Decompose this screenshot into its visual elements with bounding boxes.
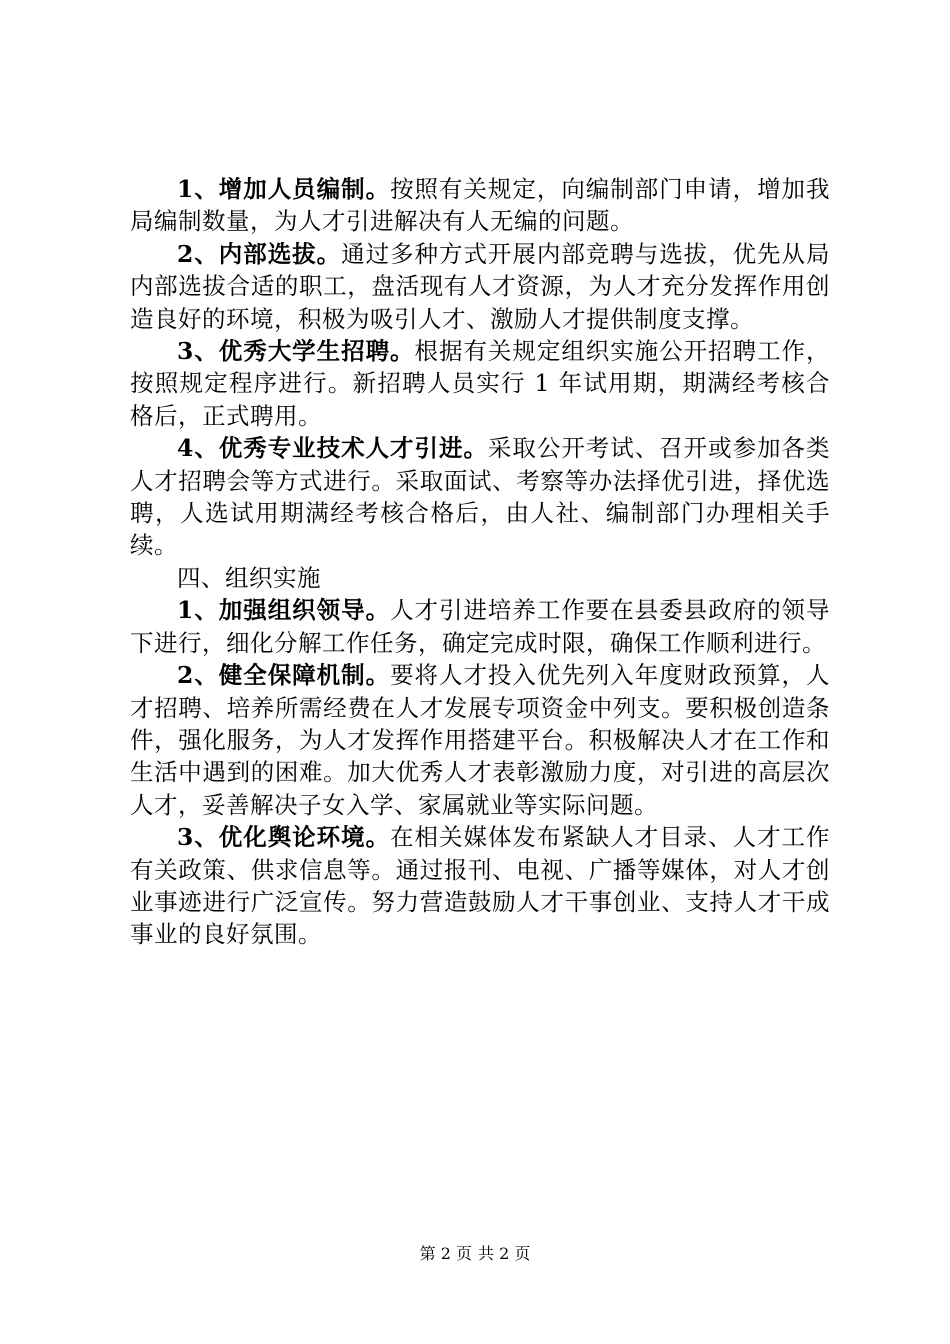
page-footer bbox=[0, 1243, 950, 1265]
paragraph-graduate-recruitment bbox=[130, 335, 830, 432]
paragraph-technical-talent bbox=[130, 432, 830, 562]
paragraph-text: 通过多种方式开展内部竞聘与选拔，优先从局内部选拔合适的职工，盘活现有人才资源，为人才充分发挥作用创造良好的环境，积极为吸引人才、激励人才提供制度支撑。 bbox=[130, 239, 830, 333]
paragraph-text: 采取公开考试、召开或参加各类人才招聘会等方式进行。采取面试、考察等办法择优引进，择优选聘，人选试用期满经考核合格后，由人社、编制部门办理相关手续。 bbox=[130, 434, 830, 560]
paragraph-internal-selection bbox=[130, 238, 830, 335]
paragraph-text: 按照有关规定，向编制部门申请，增加我局编制数量，为人才引进解决有人无编的问题。 bbox=[130, 175, 831, 236]
paragraph-text: 人才引进培养工作要在县委县政府的领导下进行，细化分解工作任务，确定完成时限，确保工作顺利进行。 bbox=[130, 596, 831, 657]
paragraph-heading: 4、优秀专业技术人才引进。 bbox=[177, 434, 488, 463]
paragraph-heading: 3、优化舆论环境。 bbox=[177, 823, 391, 852]
page-total: 共 2 页 bbox=[478, 1244, 531, 1263]
section-heading-organization: 四、组织实施 bbox=[177, 563, 321, 592]
paragraph-increase-staffing bbox=[130, 173, 830, 238]
paragraph-heading: 2、内部选拔。 bbox=[177, 239, 342, 268]
page-number: 第 2 页 bbox=[419, 1244, 472, 1263]
paragraph-heading: 1、增加人员编制。 bbox=[177, 175, 391, 203]
paragraph-guarantee-mechanism bbox=[130, 659, 830, 821]
paragraph-heading: 3、优秀大学生招聘。 bbox=[177, 337, 415, 366]
paragraph-text: 在相关媒体发布紧缺人才目录、人才工作有关政策、供求信息等。通过报刊、电视、广播等媒体，对人才创业事迹进行广泛宣传。努力营造鼓励人才干事创业、支持人才干成事业的良好氛围。 bbox=[130, 823, 831, 949]
paragraph-text: 根据有关规定组织实施公开招聘工作，按照规定程序进行。新招聘人员实行 1 年试用期，期满经考核合格后，正式聘用。 bbox=[130, 337, 831, 430]
paragraph-leadership bbox=[130, 594, 830, 659]
paragraph-heading: 2、健全保障机制。 bbox=[177, 661, 391, 690]
paragraph-text: 要将人才投入优先列入年度财政预算，人才招聘、培养所需经费在人才发展专项资金中列支。要积极创造条件，强化服务，为人才发挥作用搭建平台。积极解决人才在工作和生活中遇到的困难。加大优秀人才表彰激励力度，对引进的高层次人才，妥善解决子女入学、家属就业等实际问题。 bbox=[130, 661, 831, 819]
paragraph-public-opinion bbox=[130, 821, 830, 951]
document-body bbox=[130, 173, 830, 951]
paragraph-heading: 1、加强组织领导。 bbox=[177, 596, 391, 625]
